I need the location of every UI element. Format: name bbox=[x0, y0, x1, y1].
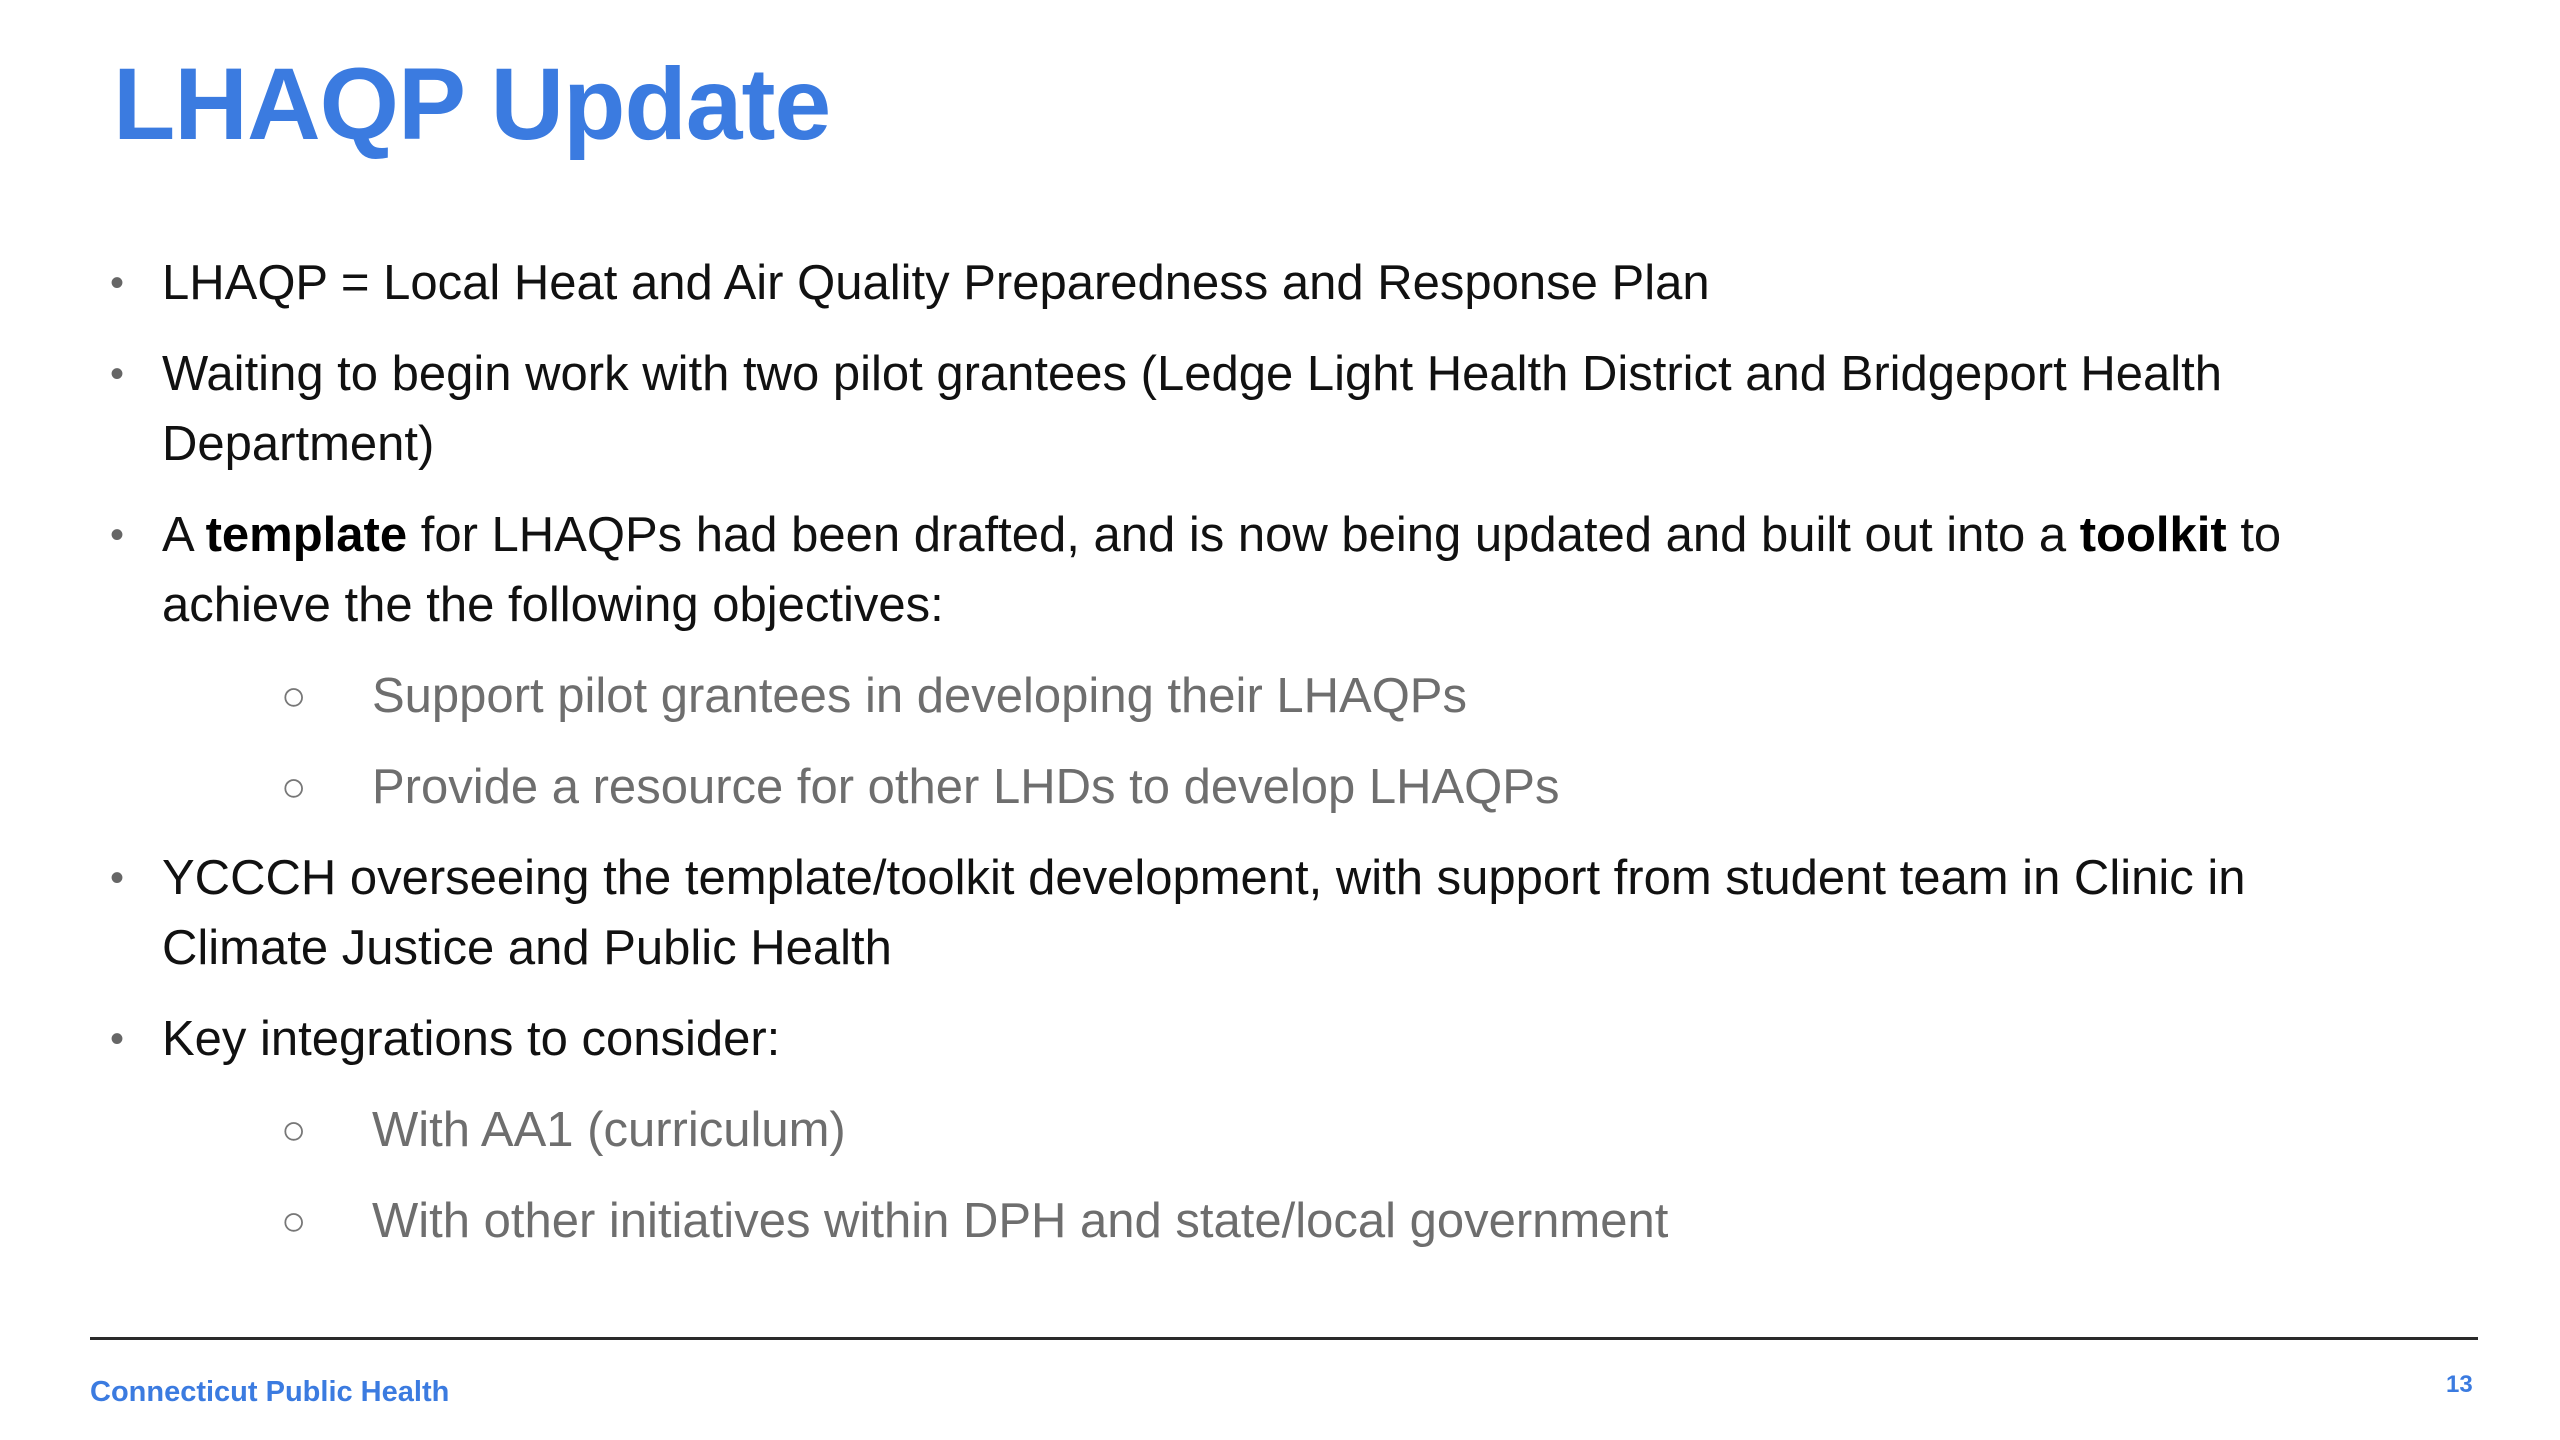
bullet-item bbox=[106, 248, 2406, 318]
bullet-text-prefix: A bbox=[162, 508, 206, 562]
sub-bullet-circle-icon: ○ bbox=[281, 1197, 307, 1244]
bullet-text-middle: for LHAQPs had been drafted, and is now being updated and built out into a bbox=[407, 508, 2080, 562]
bullet-item bbox=[106, 843, 2406, 983]
bullet-bold-term: toolkit bbox=[2079, 508, 2227, 562]
bullet-text: Key integrations to consider: bbox=[162, 1012, 781, 1066]
bullet-text: LHAQP = Local Heat and Air Quality Preparedness and Response Plan bbox=[162, 256, 1710, 310]
sub-bullet-circle-icon: ○ bbox=[281, 672, 307, 719]
sub-bullet-text: Provide a resource for other LHDs to develop LHAQPs bbox=[372, 760, 1560, 814]
sub-bullet-item bbox=[106, 661, 2406, 731]
sub-bullet-item bbox=[106, 752, 2406, 822]
bullet-dot-icon: • bbox=[110, 856, 125, 900]
sub-bullet-text: Support pilot grantees in developing their LHAQPs bbox=[372, 669, 1467, 723]
footer-organization: Connecticut Public Health bbox=[90, 1376, 450, 1408]
bullet-text-suffix: to achieve the the following objectives: bbox=[162, 508, 2282, 632]
slide-title: LHAQP Update bbox=[113, 47, 831, 161]
bullet-item bbox=[106, 339, 2406, 479]
footer-divider bbox=[90, 1337, 2478, 1340]
sub-bullet-text: With other initiatives within DPH and state/local government bbox=[372, 1194, 1669, 1248]
page-number: 13 bbox=[2446, 1371, 2473, 1398]
sub-bullet-circle-icon: ○ bbox=[281, 763, 307, 810]
sub-bullet-item bbox=[106, 1095, 2406, 1165]
bullet-bold-term: template bbox=[205, 508, 408, 562]
bullet-text: Waiting to begin work with two pilot grantees (Ledge Light Health District and Bridgeport Health Department) bbox=[162, 347, 2222, 471]
sub-bullet-circle-icon: ○ bbox=[281, 1106, 307, 1153]
bullet-dot-icon: • bbox=[110, 261, 125, 305]
bullet-item bbox=[106, 1004, 2406, 1074]
bullet-item bbox=[106, 500, 2406, 640]
bullet-text: YCCCH overseeing the template/toolkit development, with support from student team in Clinic in Climate Justice and Public Health bbox=[162, 851, 2246, 975]
sub-bullet-text: With AA1 (curriculum) bbox=[372, 1103, 846, 1157]
bullet-dot-icon: • bbox=[110, 352, 125, 396]
sub-bullet-item bbox=[106, 1186, 2406, 1256]
bullet-list bbox=[106, 248, 2406, 1277]
bullet-dot-icon: • bbox=[110, 513, 125, 557]
bullet-dot-icon: • bbox=[110, 1017, 125, 1061]
